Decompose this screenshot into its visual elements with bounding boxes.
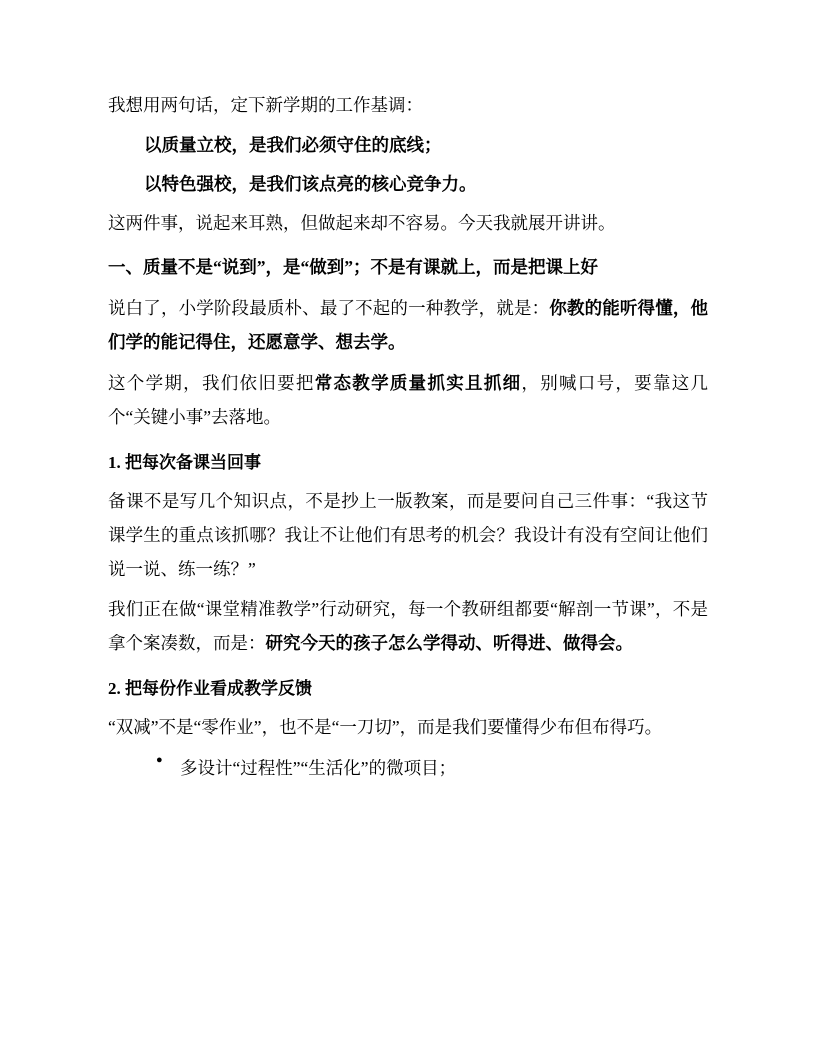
paragraph-two-things: 这两件事，说起来耳熟，但做起来却不容易。今天我就展开讲讲。 — [108, 213, 616, 234]
paragraph-intro: 我想用两句话，定下新学期的工作基调： — [108, 95, 423, 115]
paragraph-plain-teaching — [108, 291, 708, 359]
heading-item-1: 1. 把每次备课当回事 — [108, 452, 261, 472]
paragraph-precision-teaching-lead: 我们正在做“课堂精准教学”行动研究，每一个教研组都要“解剖一节课”，不是拿个案凑数，而是： — [108, 599, 708, 654]
paragraph-semester-quality-tail: ，别喊口号，要靠这几个“关键小事”去落地。 — [108, 372, 709, 427]
list-item: ● 多设计“过程性”“生活化”的微项目； — [180, 751, 708, 785]
paragraph-plain-teaching-lead: 说白了，小学阶段最质朴、最了不起的一种教学，就是： — [108, 298, 550, 319]
paragraph-lesson-prep: 备课不是写几个知识点，不是抄上一版教案，而是要问自己三件事：“我这节课学生的重点该抓哪？我让不让他们有思考的机会？我设计有没有空间让他们说一说、练一练？” — [108, 490, 708, 579]
paragraph-semester-quality — [108, 366, 708, 434]
paragraph-semester-quality-lead: 这个学期，我们依旧要把 — [108, 372, 315, 393]
paragraph-semester-quality-bold: 常态教学质量抓实且抓细 — [314, 372, 522, 393]
paragraph-precision-teaching-bold: 研究今天的孩子怎么学得动、听得进、做得会。 — [265, 633, 633, 654]
paragraph-homework-feedback: “双减”不是“零作业”，也不是“一刀切”，而是我们要懂得少布但布得巧。 — [108, 717, 663, 738]
heading-item-2: 2. 把每份作业看成教学反馈 — [108, 679, 312, 699]
document-body — [108, 88, 708, 785]
tagline-quality: 以质量立校，是我们必须守住的底线； — [144, 135, 442, 156]
paragraph-plain-teaching-bold: 你教的能听得懂，他们学的能记得住，还愿意学、想去学。 — [108, 298, 709, 353]
tagline-feature: 以特色强校，是我们该点亮的核心竞争力。 — [144, 174, 477, 195]
bullet-list-homework — [108, 751, 708, 785]
paragraph-precision-teaching — [108, 592, 708, 660]
heading-section-one: 一、质量不是“说到”，是“做到”；不是有课就上，而是把课上好 — [108, 257, 598, 278]
